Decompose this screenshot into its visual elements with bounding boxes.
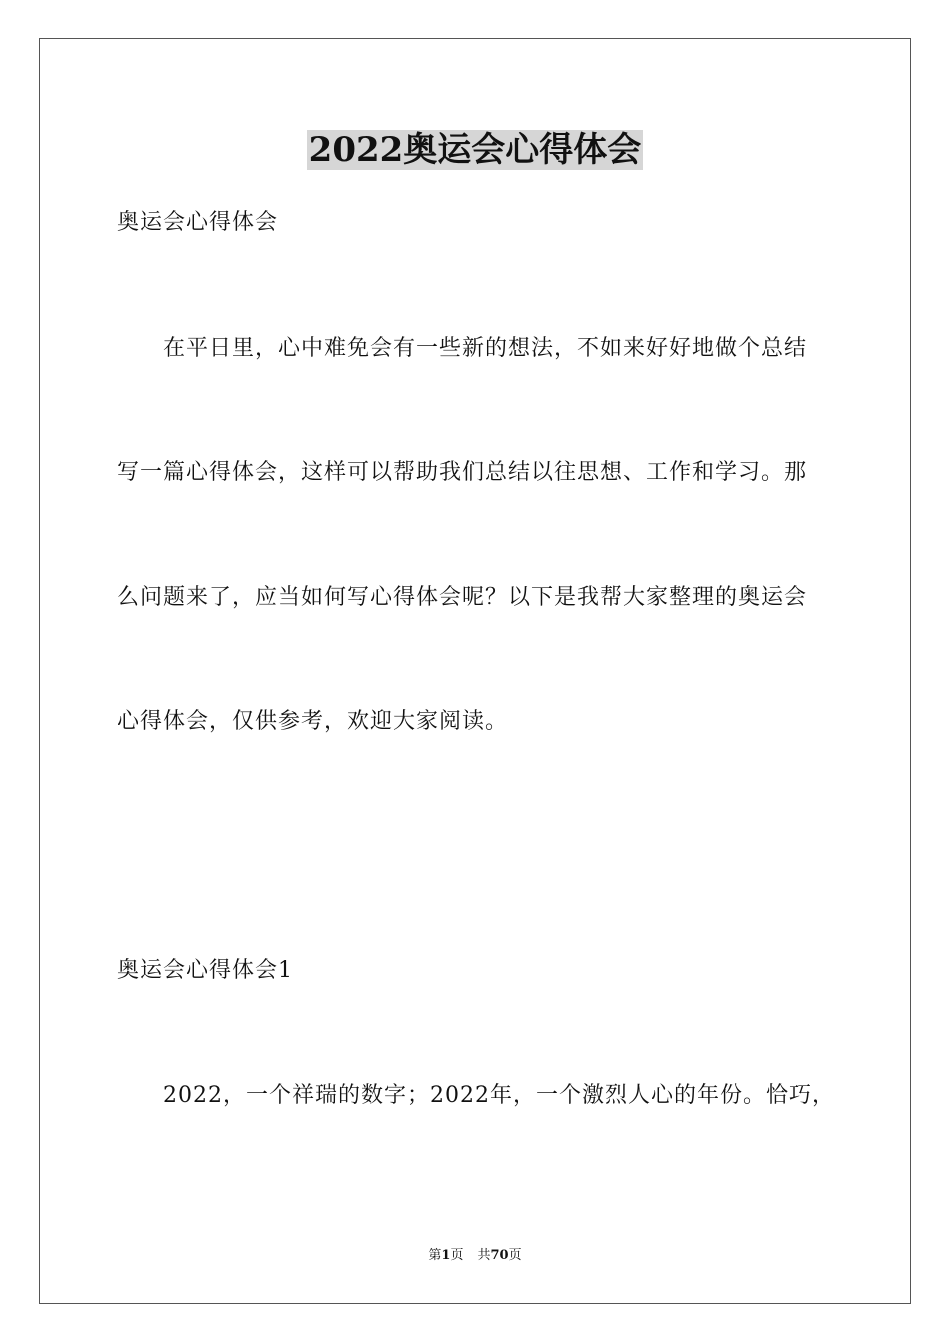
footer-page-total: 70 — [490, 1248, 509, 1263]
intro-paragraph-line: 心得体会，仅供参考，欢迎大家阅读。 — [117, 709, 509, 734]
footer-page-current: 1 — [441, 1248, 451, 1263]
section1-heading: 奥运会心得体会1 — [117, 958, 293, 983]
document-title-text: 2022奥运会心得体会 — [308, 130, 642, 170]
intro-paragraph-line: 么问题来了，应当如何写心得体会呢？以下是我帮大家整理的奥运会 — [117, 585, 808, 610]
section1-paragraph-line: 2022，一个祥瑞的数字；2022年，一个激烈人心的年份。恰巧， — [163, 1083, 835, 1108]
intro-paragraph-line: 在平日里，心中难免会有一些新的想法，不如来好好地做个总结 — [163, 336, 808, 361]
footer-total-prefix: 共 — [477, 1248, 491, 1263]
document-title — [0, 128, 950, 172]
page-footer — [0, 1247, 950, 1265]
intro-heading: 奥运会心得体会 — [117, 210, 279, 235]
footer-total-suffix: 页 — [508, 1248, 522, 1263]
footer-page-prefix: 第 — [428, 1248, 442, 1263]
footer-page-suffix: 页 — [450, 1248, 464, 1263]
intro-paragraph-line: 写一篇心得体会，这样可以帮助我们总结以往思想、工作和学习。那 — [117, 460, 808, 485]
